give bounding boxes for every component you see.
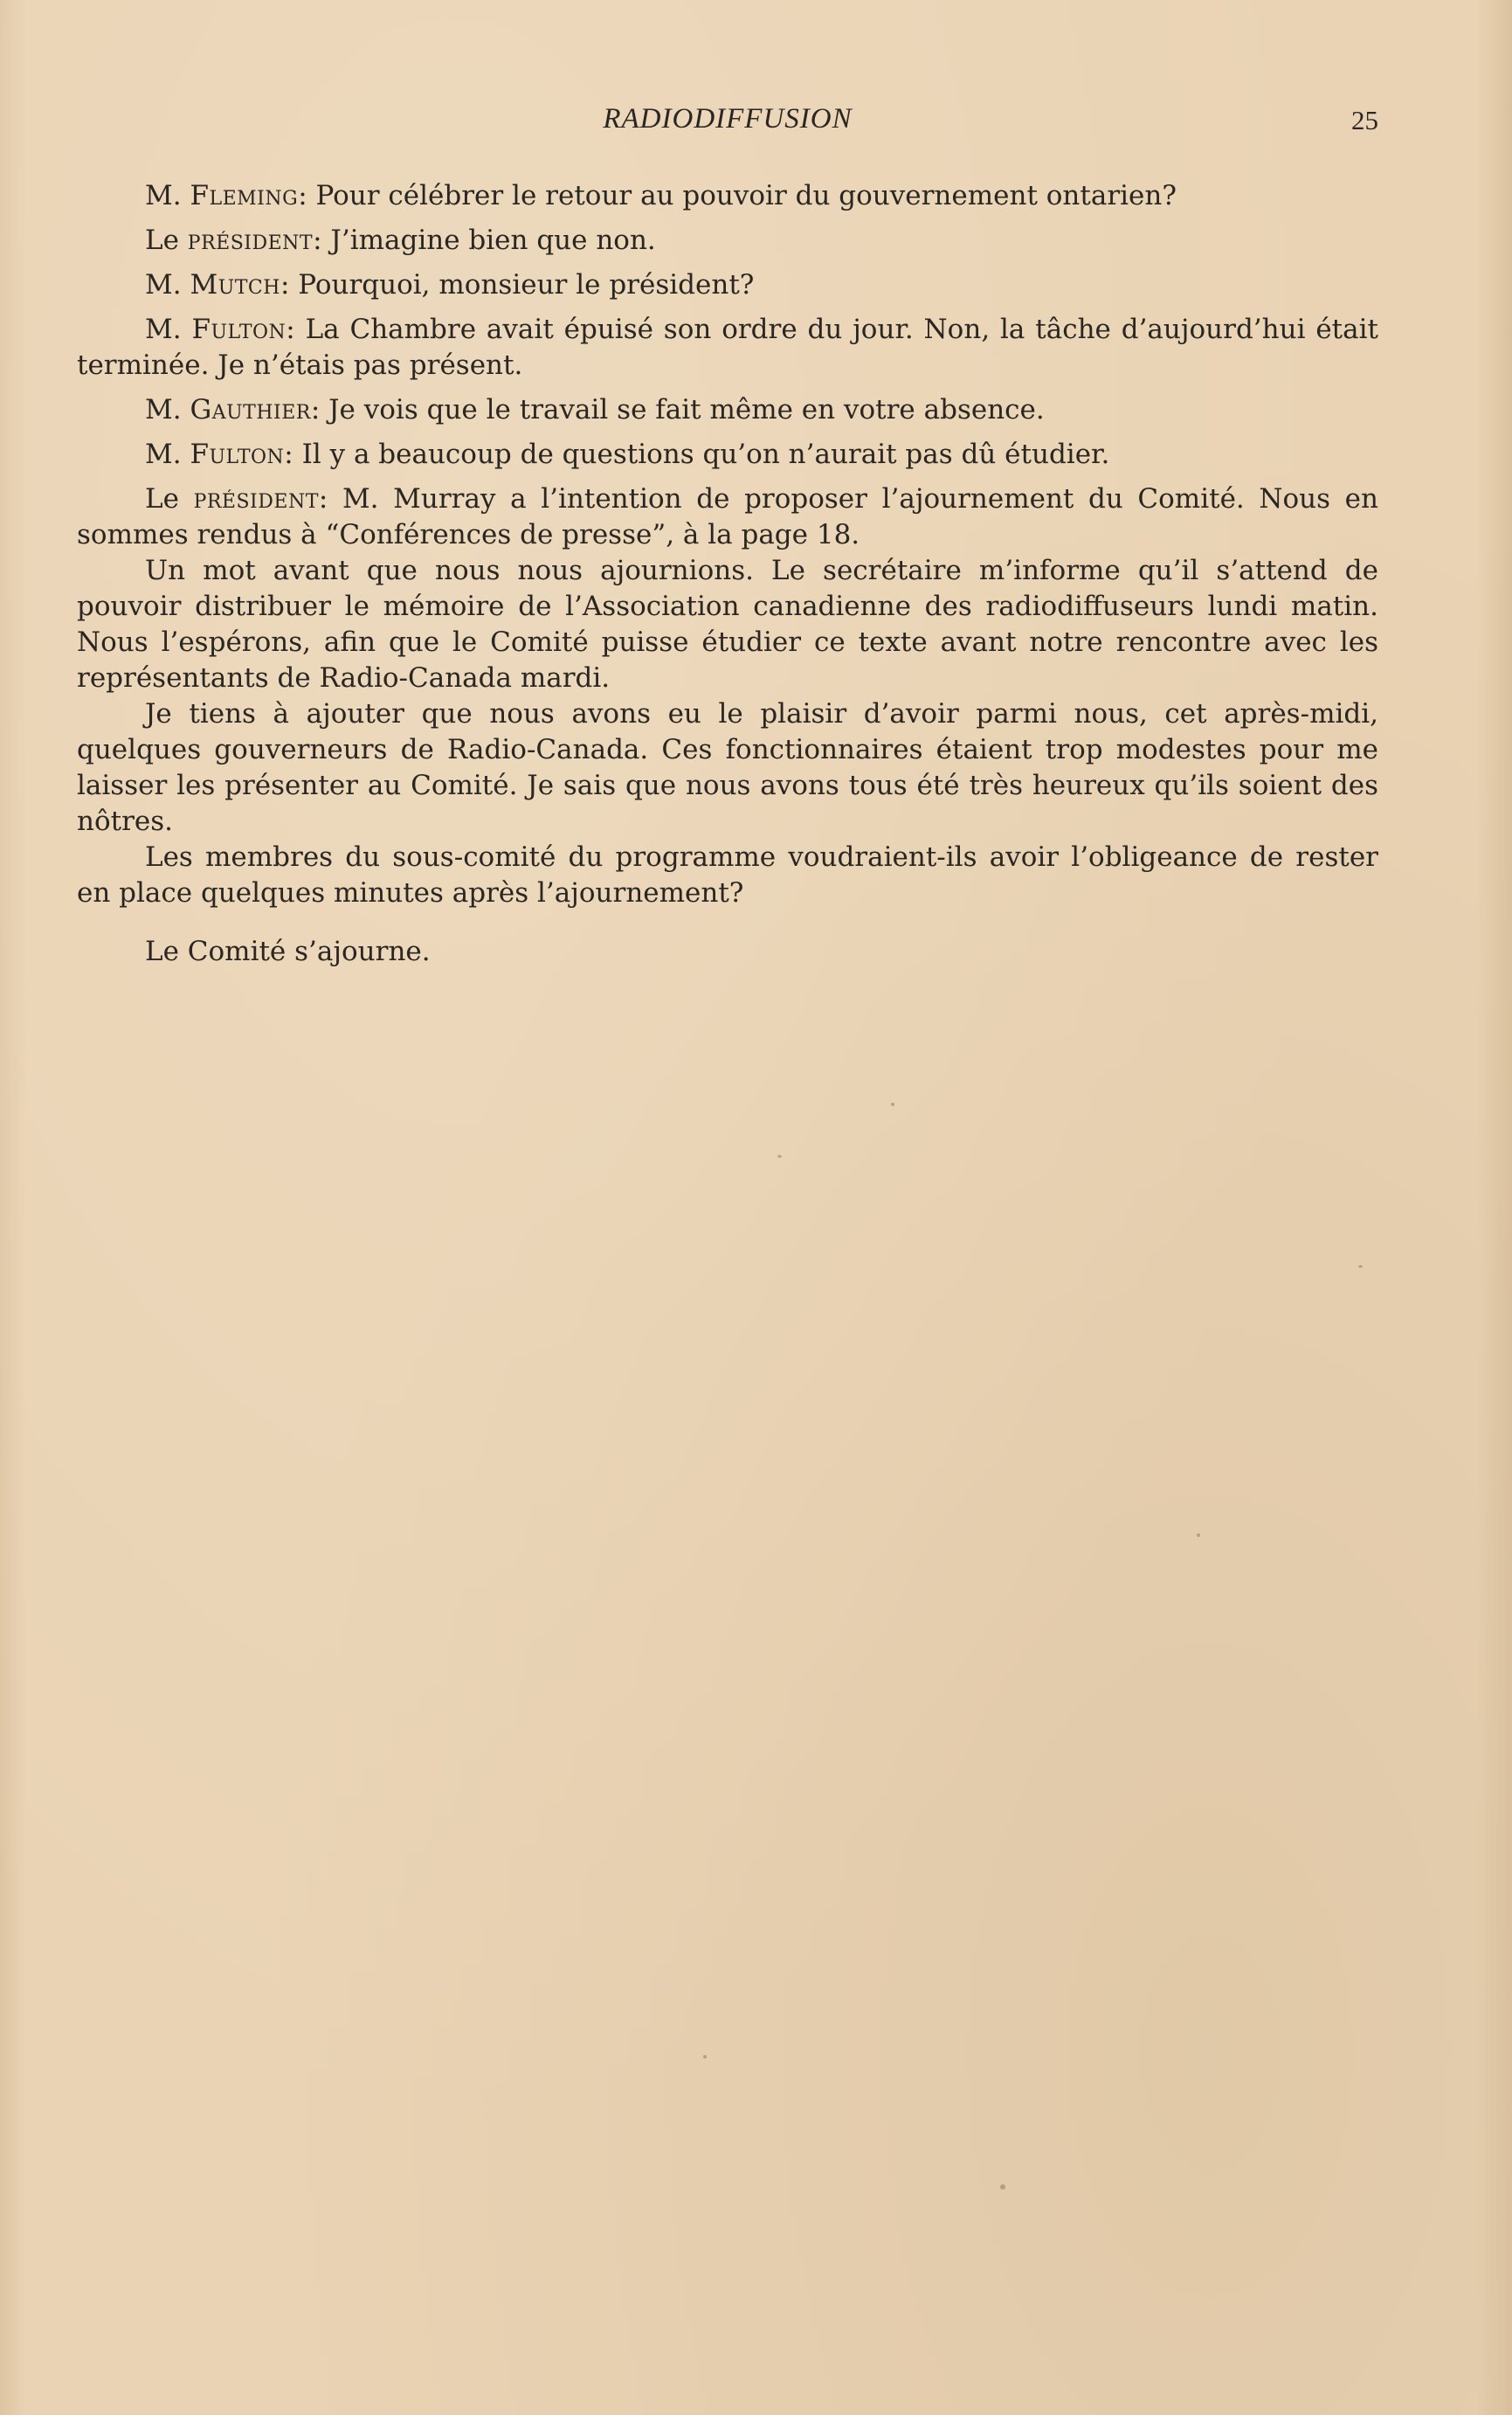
speaker-name: Gauthier [190,394,311,426]
page-number: 25 [1351,105,1378,135]
speaker-title: M. [145,180,190,211]
paper-speck [777,1155,782,1158]
paper-speck [1000,2184,1005,2190]
speaker-title: M. [145,439,190,470]
speaker-title: Le [145,225,188,256]
page-header [77,103,1378,142]
paragraph-subcommittee: Les membres du sous-comité du programme voudraient-ils avoir l’obligeance de rester en place quelques minutes après l’ajournement? [77,841,1378,909]
speech-text: : Je vois que le travail se fait même en votre absence. [310,394,1045,426]
body-text [77,178,1378,979]
speaker-name: Fleming [190,180,299,211]
speech-text: : La Chambre avait épuisé son ordre du jour. Non, la tâche d’aujourd’hui était terminée. Je n’étais pas présent. [77,314,1378,381]
paper-speck [703,2055,707,2059]
paper-speck [891,1103,894,1106]
speaker-title: Le [145,483,194,515]
closing-line: Le Comité s’ajourne. [145,936,431,967]
speaker-name: Fulton [191,314,287,345]
running-title: RADIODIFFUSION [603,103,853,135]
speech-text: : Il y a beaucoup de questions qu’on n’aurait pas dû étudier. [284,439,1110,470]
paper-speck [1197,1533,1200,1537]
speech-text: : Pourquoi, monsieur le président? [280,269,755,301]
paragraph-fulton-2 [77,437,1378,473]
speech-text: : M. Murray a l’intention de proposer l’ajournement du Comité. Nous en sommes rendus à “Conférences de presse”, à la page 18. [77,483,1378,550]
paragraph-president-1 [77,223,1378,259]
speaker-name: Fulton [190,439,285,470]
speaker-title: M. [145,314,192,345]
paragraph-fulton-1 [77,312,1378,384]
paragraph-mutch [77,267,1378,303]
paragraph-adjournment-note: Un mot avant que nous nous ajournions. Le secrétaire m’informe qu’il s’attend de pouvoir distribuer le mémoire de l’Association canadienne des radiodiffuseurs lundi matin. Nous l’espérons, afin que le Comité puisse étudier ce texte avant notre rencontre avec les représentants de Radio-Canada mardi. [77,555,1378,694]
paragraph-gauthier [77,392,1378,428]
paragraph-fleming [77,178,1378,214]
speaker-name: président [193,483,319,515]
speech-text: : Pour célébrer le retour au pouvoir du gouvernement ontarien? [298,180,1177,211]
paragraph-president-2 [77,481,1378,553]
speaker-name: Mutch [190,269,280,301]
speech-text: : J’imagine bien que non. [313,225,656,256]
speaker-name: président [187,225,314,256]
paragraph-governors: Je tiens à ajouter que nous avons eu le plaisir d’avoir parmi nous, cet après-midi, quelques gouverneurs de Radio-Canada. Ces fonctionnaires étaient trop modestes pour me laisser les présenter au Comité. Je sais que nous avons tous été très heureux qu’ils soient des nôtres. [77,698,1378,837]
paper-speck [1358,1265,1363,1268]
speaker-title: M. [145,269,190,301]
speaker-title: M. [145,394,190,426]
